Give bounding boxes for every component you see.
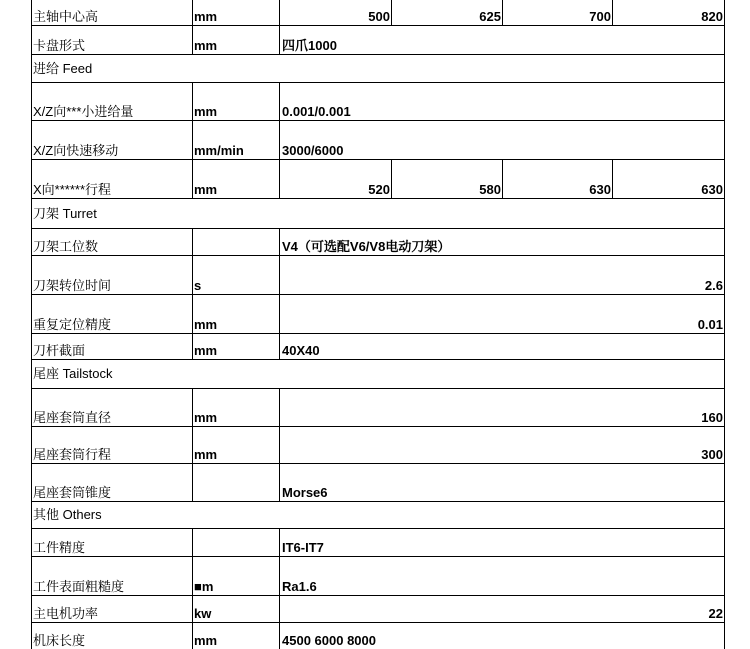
- spec-value: 625: [479, 9, 501, 24]
- spec-value: 820: [701, 9, 723, 24]
- grid-line: [279, 388, 280, 426]
- grid-line: [31, 228, 32, 255]
- spec-name: 机床长度: [33, 633, 86, 648]
- spec-value: Morse6: [282, 485, 328, 500]
- grid-line: [192, 556, 193, 595]
- grid-line: [502, 0, 503, 25]
- spec-name: 刀杆截面: [33, 343, 86, 358]
- row-border: [31, 54, 725, 55]
- spec-value: 500: [368, 9, 390, 24]
- grid-line: [192, 159, 193, 198]
- grid-line: [724, 159, 725, 198]
- grid-line: [31, 198, 32, 228]
- grid-line: [31, 159, 32, 198]
- grid-line: [192, 294, 193, 333]
- spec-name: 主轴中心高: [33, 9, 99, 24]
- grid-line: [279, 463, 280, 501]
- grid-line: [192, 228, 193, 255]
- grid-line: [279, 228, 280, 255]
- row-border: [31, 388, 725, 389]
- row-border: [31, 82, 725, 83]
- spec-value: 580: [479, 182, 501, 197]
- grid-line: [724, 528, 725, 556]
- grid-line: [279, 595, 280, 622]
- spec-name: X向******行程: [33, 182, 112, 197]
- grid-line: [279, 622, 280, 649]
- grid-line: [31, 501, 32, 528]
- spec-value: V4（可选配V6/V8电动刀架）: [282, 239, 451, 254]
- spec-value: 40X40: [282, 343, 320, 358]
- section-title: 刀架 Turret: [33, 205, 97, 221]
- spec-name: 重复定位精度: [33, 317, 112, 332]
- grid-line: [724, 294, 725, 333]
- spec-name: 工件表面粗糙度: [33, 579, 125, 594]
- section-row: [0, 54, 750, 82]
- row-border: [31, 501, 725, 502]
- row-border: [31, 228, 725, 229]
- row-border: [31, 426, 725, 427]
- grid-line: [279, 82, 280, 120]
- spec-value: 3000/6000: [282, 143, 344, 158]
- grid-line: [724, 426, 725, 463]
- grid-line: [279, 528, 280, 556]
- spec-row: [0, 120, 750, 159]
- grid-line: [192, 0, 193, 25]
- spec-value: 630: [589, 182, 611, 197]
- grid-line: [192, 595, 193, 622]
- spec-name: 尾座套筒直径: [33, 410, 112, 425]
- grid-line: [724, 228, 725, 255]
- grid-line: [724, 54, 725, 82]
- spec-name: 尾座套筒锥度: [33, 485, 112, 500]
- spec-value: 2.6: [704, 278, 723, 293]
- grid-line: [724, 388, 725, 426]
- spec-unit: mm: [194, 182, 218, 197]
- grid-line: [192, 120, 193, 159]
- grid-line: [31, 255, 32, 294]
- grid-line: [31, 426, 32, 463]
- spec-name: X/Z向***小进给量: [33, 104, 134, 119]
- section-title: 其他 Others: [33, 507, 102, 522]
- spec-unit: [192, 463, 279, 501]
- row-border: [31, 294, 725, 295]
- spec-row: [0, 528, 750, 556]
- grid-line: [391, 159, 392, 198]
- grid-line: [31, 25, 32, 54]
- spec-row: [0, 159, 750, 198]
- grid-line: [31, 54, 32, 82]
- row-border: [31, 595, 725, 596]
- spec-row: [0, 622, 750, 649]
- grid-line: [724, 556, 725, 595]
- row-border: [31, 159, 725, 160]
- spec-unit: mm: [194, 38, 218, 53]
- spec-row: [0, 25, 750, 54]
- grid-line: [391, 0, 392, 25]
- grid-line: [31, 556, 32, 595]
- spec-row: [0, 228, 750, 255]
- row-border: [31, 198, 725, 199]
- spec-unit: mm: [194, 447, 218, 462]
- spec-value: 0.01: [697, 317, 723, 332]
- grid-line: [724, 359, 725, 388]
- spec-row: [0, 333, 750, 359]
- spec-unit: mm: [194, 410, 218, 425]
- grid-line: [31, 0, 32, 25]
- row-border: [31, 359, 725, 360]
- spec-value: 22: [708, 606, 723, 621]
- grid-line: [502, 159, 503, 198]
- grid-line: [192, 255, 193, 294]
- spec-unit: [192, 528, 279, 556]
- spec-name: 刀架工位数: [33, 239, 99, 254]
- section-row: [0, 198, 750, 228]
- grid-line: [192, 333, 193, 359]
- grid-line: [31, 595, 32, 622]
- section-row: [0, 359, 750, 388]
- grid-line: [192, 388, 193, 426]
- row-border: [31, 120, 725, 121]
- grid-line: [724, 255, 725, 294]
- spec-row: [0, 388, 750, 426]
- spec-row: [0, 0, 750, 25]
- grid-line: [724, 595, 725, 622]
- grid-line: [31, 463, 32, 501]
- spec-unit: ■m: [194, 579, 214, 594]
- grid-line: [279, 556, 280, 595]
- grid-line: [724, 622, 725, 649]
- grid-line: [192, 25, 193, 54]
- spec-value: 700: [589, 9, 611, 24]
- spec-unit: mm: [194, 9, 218, 24]
- spec-value: IT6-IT7: [282, 540, 324, 555]
- spec-unit: [192, 228, 279, 255]
- spec-name: X/Z向快速移动: [33, 143, 119, 158]
- grid-line: [192, 528, 193, 556]
- grid-line: [31, 333, 32, 359]
- row-border: [31, 25, 725, 26]
- section-title: 进给 Feed: [33, 60, 93, 76]
- spec-value: 300: [701, 447, 723, 462]
- grid-line: [279, 333, 280, 359]
- spec-name: 工件精度: [33, 540, 86, 555]
- grid-line: [31, 120, 32, 159]
- grid-line: [279, 0, 280, 25]
- grid-line: [612, 0, 613, 25]
- spec-name: 卡盘形式: [33, 38, 86, 53]
- grid-line: [724, 25, 725, 54]
- spec-row: [0, 294, 750, 333]
- section-row: [0, 501, 750, 528]
- grid-line: [724, 0, 725, 25]
- grid-line: [192, 82, 193, 120]
- spec-unit: mm/min: [194, 143, 244, 158]
- grid-line: [612, 159, 613, 198]
- spec-unit: mm: [194, 317, 218, 332]
- spec-name: 主电机功率: [33, 606, 99, 621]
- spec-row: [0, 595, 750, 622]
- spec-unit: kw: [194, 606, 212, 621]
- spec-unit: s: [194, 278, 202, 293]
- spec-row: [0, 556, 750, 595]
- spec-row: [0, 463, 750, 501]
- spec-value: 0.001/0.001: [282, 104, 351, 119]
- grid-line: [192, 463, 193, 501]
- row-border: [31, 255, 725, 256]
- row-border: [31, 556, 725, 557]
- grid-line: [192, 426, 193, 463]
- row-border: [31, 333, 725, 334]
- grid-line: [724, 198, 725, 228]
- spec-value: 四爪1000: [282, 38, 337, 53]
- row-border: [31, 528, 725, 529]
- grid-line: [279, 294, 280, 333]
- spec-value: 160: [701, 410, 723, 425]
- spec-unit: mm: [194, 343, 218, 358]
- spec-unit: mm: [194, 633, 218, 648]
- grid-line: [31, 294, 32, 333]
- grid-line: [279, 159, 280, 198]
- spec-unit: mm: [194, 104, 218, 119]
- spec-value: Ra1.6: [282, 579, 317, 594]
- grid-line: [724, 82, 725, 120]
- grid-line: [279, 120, 280, 159]
- spec-value: 520: [368, 182, 390, 197]
- grid-line: [279, 426, 280, 463]
- spec-row: [0, 426, 750, 463]
- row-border: [31, 463, 725, 464]
- grid-line: [279, 255, 280, 294]
- spec-row: [0, 255, 750, 294]
- spec-row: [0, 82, 750, 120]
- spec-value: 4500 6000 8000: [282, 633, 376, 648]
- grid-line: [724, 463, 725, 501]
- spec-value: 630: [701, 182, 723, 197]
- row-border: [31, 622, 725, 623]
- grid-line: [724, 120, 725, 159]
- spec-name: 刀架转位时间: [33, 278, 112, 293]
- grid-line: [724, 333, 725, 359]
- grid-line: [279, 25, 280, 54]
- spec-name: 尾座套筒行程: [33, 447, 112, 462]
- grid-line: [724, 501, 725, 528]
- grid-line: [31, 622, 32, 649]
- section-title: 尾座 Tailstock: [33, 366, 113, 381]
- grid-line: [192, 622, 193, 649]
- grid-line: [31, 359, 32, 388]
- grid-line: [31, 528, 32, 556]
- grid-line: [31, 82, 32, 120]
- grid-line: [31, 388, 32, 426]
